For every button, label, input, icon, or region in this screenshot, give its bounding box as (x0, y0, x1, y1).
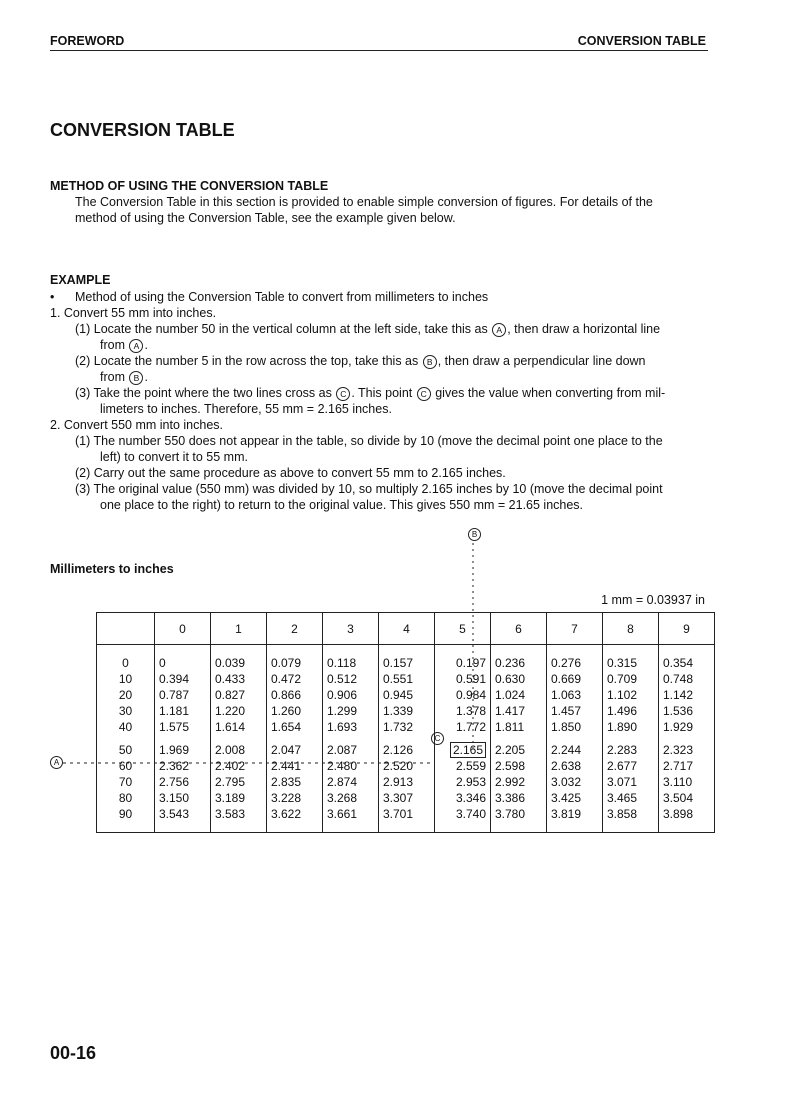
table-cell: 1.220 (211, 703, 267, 719)
step-text: (1) Locate the number 50 in the vertical column at the left side, take this as (75, 322, 488, 336)
example-step-2-1: (1) The number 550 does not appear in the table, so divide by 10 (move the decimal point one place to the (75, 434, 663, 448)
table-cell: 0.118 (323, 645, 379, 672)
table-cell: 2.520 (379, 758, 435, 774)
table-cell: 3.701 (379, 806, 435, 833)
example-step-1-3-cont: limeters to inches. Therefore, 55 mm = 2.165 inches. (100, 402, 392, 416)
table-cell: 2.008 (211, 735, 267, 758)
table-cell: 1.260 (267, 703, 323, 719)
marker-b-icon: B (423, 355, 437, 369)
header-section-label: FOREWORD (50, 34, 125, 48)
table-cell: 0.512 (323, 671, 379, 687)
table-cell: 2.874 (323, 774, 379, 790)
table-cell: 2.087 (323, 735, 379, 758)
example-heading: EXAMPLE (50, 273, 111, 287)
table-cell: 2.795 (211, 774, 267, 790)
col-header: 3 (323, 613, 379, 645)
table-cell: 2.402 (211, 758, 267, 774)
mm-value-cell: 50 (97, 735, 155, 758)
table-cell: 1.575 (155, 719, 211, 735)
page-number: 00-16 (50, 1043, 97, 1063)
mm-value-cell: 40 (97, 719, 155, 735)
table-cell: 1.457 (547, 703, 603, 719)
table-cell: 1.811 (491, 719, 547, 735)
table-cell: 0.984 (435, 687, 491, 703)
example-bullet-text: Method of using the Conversion Table to convert from millimeters to inches (75, 290, 489, 304)
example-item-2: 2. Convert 550 mm into inches. (50, 418, 223, 432)
table-cell: 1.102 (603, 687, 659, 703)
table-cell: 3.543 (155, 806, 211, 833)
table-cell: 3.780 (491, 806, 547, 833)
table-cell: 0.866 (267, 687, 323, 703)
table-title: Millimeters to inches (50, 562, 174, 576)
table-cell: 1.614 (211, 719, 267, 735)
table-cell: 2.205 (491, 735, 547, 758)
table-cell: 0.591 (435, 671, 491, 687)
table-cell: 2.559 (435, 758, 491, 774)
marker-a-icon: A (492, 323, 506, 337)
table-cell: 3.858 (603, 806, 659, 833)
method-text-line1: The Conversion Table in this section is provided to enable simple conversion of figures. For details of the (75, 195, 653, 209)
table-cell: 0.709 (603, 671, 659, 687)
marker-c-icon: C (431, 732, 444, 745)
table-cell: 2.244 (547, 735, 603, 758)
table-cell: 3.504 (659, 790, 715, 806)
col-header: 1 (211, 613, 267, 645)
mm-value-cell: 70 (97, 774, 155, 790)
method-text-line2: method of using the Conversion Table, see the example given below. (75, 211, 456, 225)
col-header: 0 (155, 613, 211, 645)
table-cell: 0.551 (379, 671, 435, 687)
table-cell: 0.669 (547, 671, 603, 687)
table-cell: 0.394 (155, 671, 211, 687)
table-cell: 3.465 (603, 790, 659, 806)
table-cell: 3.150 (155, 790, 211, 806)
table-cell: 1.496 (603, 703, 659, 719)
table-cell: 2.126 (379, 735, 435, 758)
table-cell: 0.827 (211, 687, 267, 703)
table-cell: 0.157 (379, 645, 435, 672)
table-cell: 2.441 (267, 758, 323, 774)
table-cell: 1.536 (659, 703, 715, 719)
table-cell: 2.717 (659, 758, 715, 774)
table-cell: 2.756 (155, 774, 211, 790)
table-cell: 1.929 (659, 719, 715, 735)
col-header: 7 (547, 613, 603, 645)
example-step-1-1-cont: from A . (100, 338, 148, 352)
marker-b-icon: B (129, 371, 143, 385)
table-cell: 2.992 (491, 774, 547, 790)
example-item-1: 1. Convert 55 mm into inches. (50, 306, 217, 320)
table-cell: 0.472 (267, 671, 323, 687)
col-header: 8 (603, 613, 659, 645)
marker-a-icon: A (50, 756, 63, 769)
table-cell: 1.378 (435, 703, 491, 719)
mm-value-cell: 20 (97, 687, 155, 703)
highlighted-value: 2.165 (450, 742, 486, 758)
table-cell: 3.425 (547, 790, 603, 806)
table-cell: 3.583 (211, 806, 267, 833)
table-cell: 3.110 (659, 774, 715, 790)
mm-value-cell: 10 (97, 671, 155, 687)
step-text: (3) Take the point where the two lines cross as (75, 386, 332, 400)
mm-value-cell: 30 (97, 703, 155, 719)
table-cell: 0.748 (659, 671, 715, 687)
table-cell: 3.622 (267, 806, 323, 833)
table-cell: 1.024 (491, 687, 547, 703)
table-cell: 1.969 (155, 735, 211, 758)
example-step-2-3-cont: one place to the right) to return to the original value. This gives 550 mm = 21.65 inches. (100, 498, 584, 512)
table-cell: 3.228 (267, 790, 323, 806)
table-cell: 0.630 (491, 671, 547, 687)
table-cell: 0.433 (211, 671, 267, 687)
table-cell: 1.850 (547, 719, 603, 735)
step-text: , then draw a horizontal line (507, 322, 661, 336)
example-step-1-2-cont: from B . (100, 370, 148, 384)
table-cell: 0.197 (435, 645, 491, 672)
table-cell: 3.740 (435, 806, 491, 833)
table-cell: 2.677 (603, 758, 659, 774)
marker-c-icon: C (336, 387, 350, 401)
table-cell: 3.032 (547, 774, 603, 790)
marker-b-icon: B (468, 528, 481, 541)
marker-a-icon: A (129, 339, 143, 353)
mm-value-cell: 0 (97, 645, 155, 672)
table-cell: 0.315 (603, 645, 659, 672)
table-cell: 1.299 (323, 703, 379, 719)
step-text: , then draw a perpendicular line down (437, 354, 646, 368)
step-text: . This point (351, 386, 413, 400)
table-cell: 0.945 (379, 687, 435, 703)
step-text: (2) Locate the number 5 in the row across the top, take this as (75, 354, 419, 368)
col-header: 2 (267, 613, 323, 645)
mm-value-cell: 80 (97, 790, 155, 806)
col-header: 6 (491, 613, 547, 645)
table-unit-note: 1 mm = 0.03937 in (601, 593, 705, 607)
col-header: 5 (435, 613, 491, 645)
table-cell: 1.142 (659, 687, 715, 703)
table-cell: 1.693 (323, 719, 379, 735)
example-step-2-1-cont: left) to convert it to 55 mm. (100, 450, 248, 464)
col-header: 4 (379, 613, 435, 645)
table-cell: 3.386 (491, 790, 547, 806)
table-cell: 0.276 (547, 645, 603, 672)
table-cell: 0.787 (155, 687, 211, 703)
method-heading: METHOD OF USING THE CONVERSION TABLE (50, 179, 329, 193)
table-cell: 3.307 (379, 790, 435, 806)
table-cell: 2.835 (267, 774, 323, 790)
table-cell: 2.598 (491, 758, 547, 774)
table-cell: 1.417 (491, 703, 547, 719)
marker-c-icon: C (417, 387, 431, 401)
step-text: from (100, 370, 125, 384)
table-cell: 2.638 (547, 758, 603, 774)
table-cell: 1.890 (603, 719, 659, 735)
table-cell: 3.819 (547, 806, 603, 833)
table-cell: 2.047 (267, 735, 323, 758)
table-cell: 3.189 (211, 790, 267, 806)
table-cell: 0.906 (323, 687, 379, 703)
table-cell: 0 (155, 645, 211, 672)
table-cell: 3.071 (603, 774, 659, 790)
table-cell: 0.354 (659, 645, 715, 672)
table-cell: 3.661 (323, 806, 379, 833)
col-header: 9 (659, 613, 715, 645)
table-cell: 3.268 (323, 790, 379, 806)
step-text: from (100, 338, 125, 352)
table-cell: 2.283 (603, 735, 659, 758)
example-step-2-3: (3) The original value (550 mm) was divided by 10, so multiply 2.165 inches by 10 (move the decimal point (75, 482, 663, 496)
mm-value-cell: 60 (97, 758, 155, 774)
table-cell: 2.480 (323, 758, 379, 774)
step-text: gives the value when converting from mil- (435, 386, 666, 400)
header-topic-label: CONVERSION TABLE (577, 34, 706, 48)
table-cell: 0.079 (267, 645, 323, 672)
table-cell: 2.362 (155, 758, 211, 774)
table-cell: 1.181 (155, 703, 211, 719)
table-cell: 1.063 (547, 687, 603, 703)
table-cell: 2.913 (379, 774, 435, 790)
table-cell: 3.898 (659, 806, 715, 833)
table-cell: 1.772 (435, 719, 491, 735)
example-step-2-2: (2) Carry out the same procedure as above to convert 55 mm to 2.165 inches. (75, 466, 506, 480)
table-cell: 1.654 (267, 719, 323, 735)
mm-value-cell: 90 (97, 806, 155, 833)
table-cell: 1.732 (379, 719, 435, 735)
table-cell: 2.953 (435, 774, 491, 790)
table-cell: 1.339 (379, 703, 435, 719)
table-cell: 0.236 (491, 645, 547, 672)
table-cell: 2.323 (659, 735, 715, 758)
example-bullet-dot: • (50, 290, 55, 304)
table-cell: 0.039 (211, 645, 267, 672)
page-title: CONVERSION TABLE (50, 120, 235, 140)
table-cell: 3.346 (435, 790, 491, 806)
